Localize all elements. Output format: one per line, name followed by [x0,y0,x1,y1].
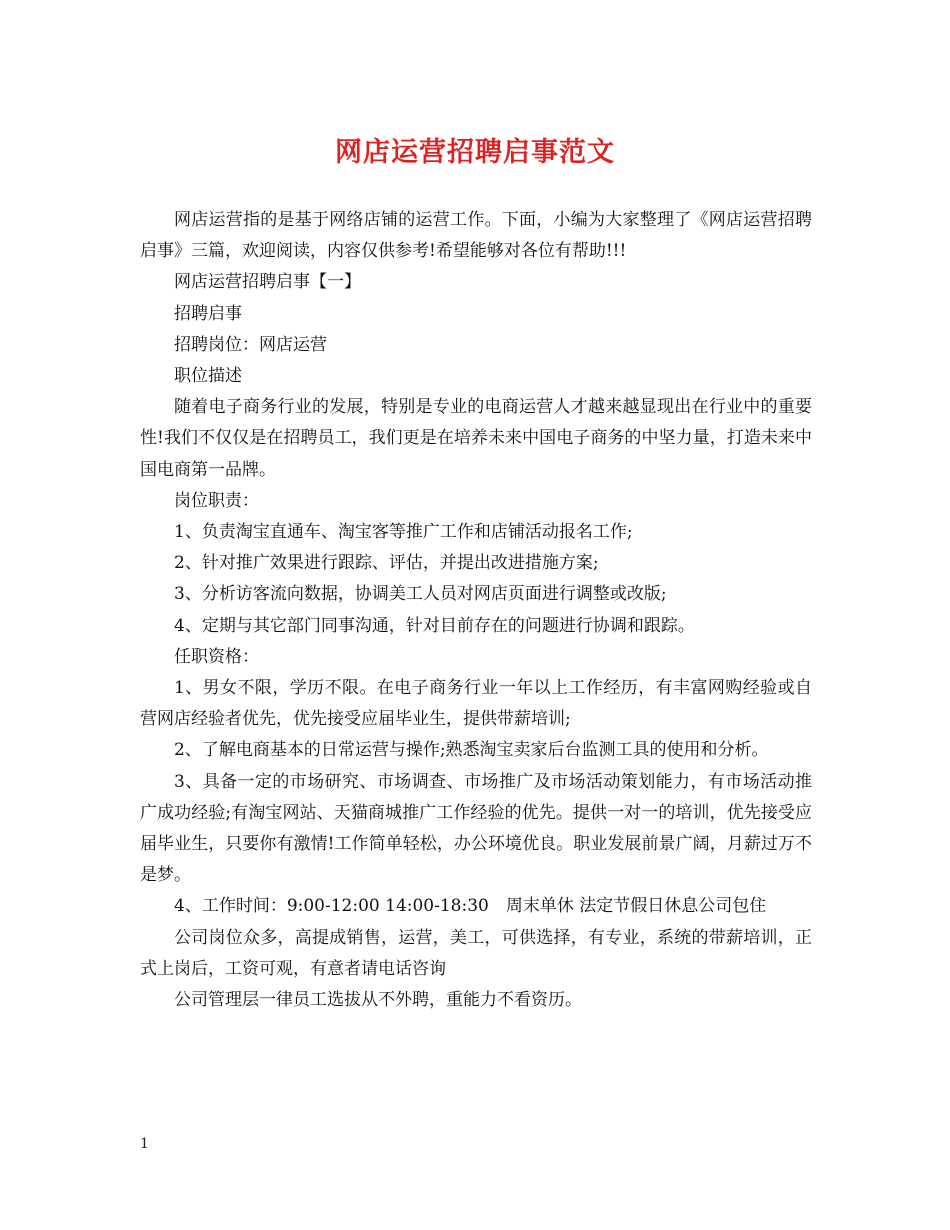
management-paragraph: 公司管理层一律员工选拔从不外聘，重能力不看资历。 [174,990,582,1011]
description-paragraph: 随着电子商务行业的发展，特别是专业的电商运营人才越来越显现出在行业中的重要性!我们不仅仅是在招聘员工，我们更是在培养未来中国电子商务的中坚力量，打造未来中国电商第一品牌。 [140,397,812,480]
duty-item-2: 2、针对推广效果进行跟踪、评估，并提出改进措施方案; [174,553,599,574]
qualification-item-1: 1、男女不限，学历不限。在电子商务行业一年以上工作经历，有丰富网购经验或自营网店经验者优先，优先接受应届毕业生，提供带薪培训; [140,678,812,730]
page-number: 1 [140,1136,149,1152]
duty-item-3: 3、分析访客流向数据，协调美工人员对网店页面进行调整或改版; [174,584,667,605]
notice-heading: 招聘启事 [174,303,242,324]
duty-item-1: 1、负责淘宝直通车、淘宝客等推广工作和店铺活动报名工作; [174,522,633,543]
qualification-item-2: 2、了解电商基本的日常运营与操作;熟悉淘宝卖家后台监测工具的使用和分析。 [174,740,769,761]
qualification-item-3: 3、具备一定的市场研究、市场调查、市场推广及市场活动策划能力，有市场活动推广成功经验;有淘宝网站、天猫商城推广工作经验的优先。提供一对一的培训，优先接受应届毕业生，只要你有激情!工作简单轻松，办公环境优良。职业发展前景广阔，月薪过万不是梦。 [140,771,812,886]
position-line: 招聘岗位：网店运营 [174,334,327,355]
company-paragraph: 公司岗位众多，高提成销售，运营，美工，可供选择，有专业，系统的带薪培训，正式上岗后，工资可观，有意者请电话咨询 [140,927,812,979]
duties-heading: 岗位职责： [174,490,259,511]
qualification-item-4: 4、工作时间：9:00-12:00 14:00-18:30 周末单休 法定节假日休息公司包住 [174,896,767,917]
qualifications-heading: 任职资格： [174,646,259,667]
intro-paragraph: 网店运营指的是基于网络店铺的运营工作。下面，小编为大家整理了《网店运营招聘启事》三篇，欢迎阅读，内容仅供参考!希望能够对各位有帮助!!! [140,210,812,262]
document-body [140,205,812,1016]
section-heading-one: 网店运营招聘启事【一】 [174,272,361,293]
description-heading: 职位描述 [174,366,242,387]
duty-item-4: 4、定期与其它部门同事沟通，针对目前存在的问题进行协调和跟踪。 [174,615,695,636]
document-title: 网店运营招聘启事范文 [335,137,615,168]
